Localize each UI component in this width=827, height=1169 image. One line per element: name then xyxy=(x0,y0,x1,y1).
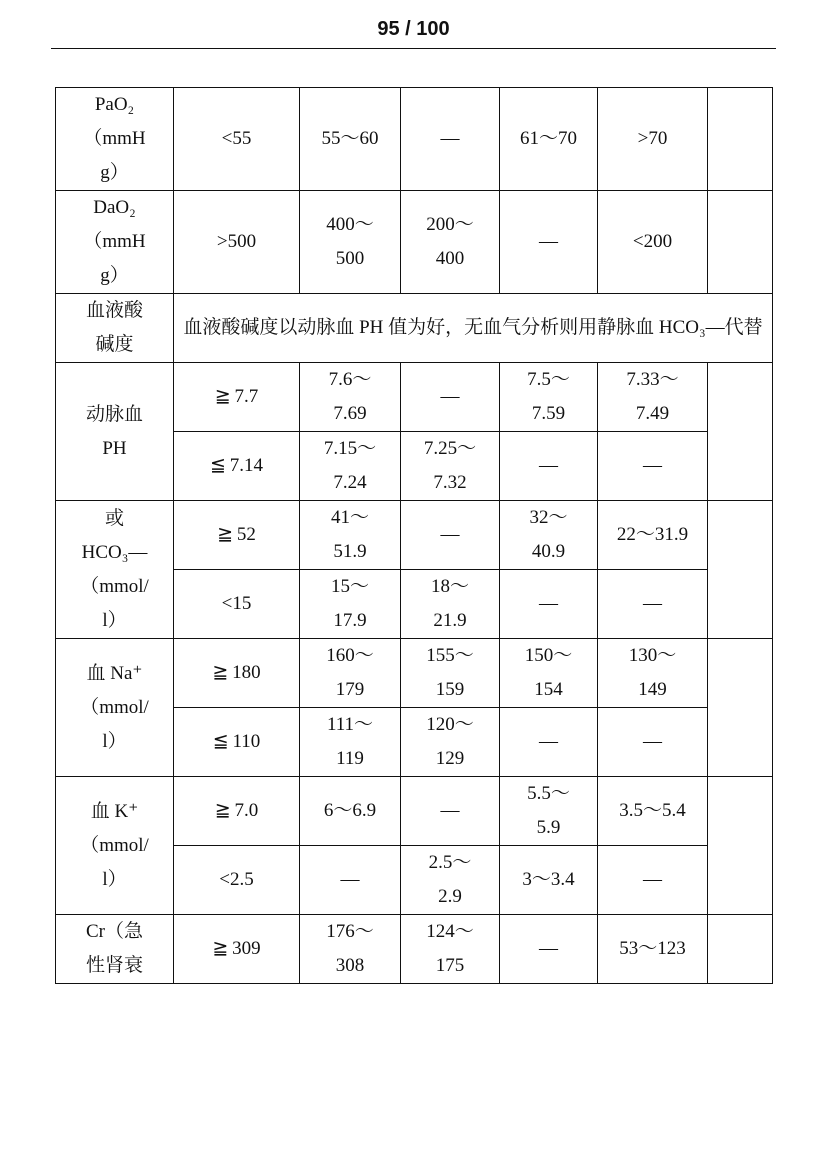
table-cell: <200 xyxy=(598,191,708,294)
empty-cell xyxy=(708,915,773,984)
label-line: PH xyxy=(102,437,127,459)
label-line: 碱度 xyxy=(95,334,134,355)
empty-cell xyxy=(708,88,773,191)
empty-cell xyxy=(708,639,773,777)
table-cell: 32～ 40.9 xyxy=(500,501,598,570)
table-cell: 55～60 xyxy=(300,88,401,191)
label-line: （mmH xyxy=(83,128,146,149)
row-label-ph xyxy=(56,363,174,501)
table-cell: 7.5～ 7.59 xyxy=(500,363,598,432)
row-label-acid-base xyxy=(56,294,174,363)
table-cell: 120～ 129 xyxy=(401,708,500,777)
table-cell: 53～123 xyxy=(598,915,708,984)
table-cell: <55 xyxy=(174,88,300,191)
label-line: 血 Na⁺ xyxy=(86,662,143,684)
table-cell: 6～6.9 xyxy=(300,777,401,846)
table-row-ph-high xyxy=(56,363,773,432)
table-cell: <2.5 xyxy=(174,846,300,915)
table-cell: ≦ 7.14 xyxy=(174,432,300,501)
table-cell: ≧ 7.0 xyxy=(174,777,300,846)
table-cell: 124～ 175 xyxy=(401,915,500,984)
row-label-hco3 xyxy=(56,501,174,639)
label-line: （mmol/ xyxy=(80,575,149,597)
table-cell: 200～ 400 xyxy=(401,191,500,294)
empty-cell xyxy=(708,777,773,915)
table-cell: — xyxy=(598,432,708,501)
label-line: 性肾衰 xyxy=(85,955,143,976)
clinical-scoring-table xyxy=(55,87,773,984)
table-cell: >500 xyxy=(174,191,300,294)
label-line: 或 xyxy=(104,507,124,529)
table-cell: 2.5～ 2.9 xyxy=(401,846,500,915)
table-cell: 22～31.9 xyxy=(598,501,708,570)
table-row-hco3-high xyxy=(56,501,773,570)
table-cell: — xyxy=(401,501,500,570)
table-cell: ≧ 180 xyxy=(174,639,300,708)
label-line: PaO₂ xyxy=(94,94,135,115)
table-cell: 155～ 159 xyxy=(401,639,500,708)
label-line: 血 K⁺ xyxy=(90,800,139,822)
table-cell: — xyxy=(401,777,500,846)
table-cell: — xyxy=(500,915,598,984)
table-cell: — xyxy=(598,846,708,915)
table-cell: 3～3.4 xyxy=(500,846,598,915)
table-cell: 3.5～5.4 xyxy=(598,777,708,846)
table-row-pao2 xyxy=(56,88,773,191)
table-cell: 7.33～ 7.49 xyxy=(598,363,708,432)
empty-cell xyxy=(708,191,773,294)
acid-base-note: 血液酸碱度以动脉血 PH 值为好，无血气分析则用静脉血 HCO₃—代替 xyxy=(174,294,773,363)
table-cell: — xyxy=(401,88,500,191)
table-cell: <15 xyxy=(174,570,300,639)
label-line: l） xyxy=(102,609,127,631)
label-line: Cr（急 xyxy=(85,921,143,942)
table-cell: 130～ 149 xyxy=(598,639,708,708)
label-line: （mmH xyxy=(83,231,146,252)
table-cell: 7.6～ 7.69 xyxy=(300,363,401,432)
table-cell: 7.25～ 7.32 xyxy=(401,432,500,501)
label-line: l） xyxy=(102,868,127,890)
label-line: （mmol/ xyxy=(80,696,149,718)
table-cell: 15～ 17.9 xyxy=(300,570,401,639)
row-label-dao2 xyxy=(56,191,174,294)
row-label-k xyxy=(56,777,174,915)
table-cell: — xyxy=(401,363,500,432)
table-row-cr xyxy=(56,915,773,984)
label-line: （mmol/ xyxy=(80,834,149,856)
table-cell: 160～ 179 xyxy=(300,639,401,708)
empty-cell xyxy=(708,501,773,639)
table-cell: — xyxy=(500,708,598,777)
table-cell: >70 xyxy=(598,88,708,191)
label-line: DaO₂ xyxy=(93,197,136,218)
table-cell: 7.15～ 7.24 xyxy=(300,432,401,501)
table-cell: — xyxy=(598,708,708,777)
table-cell: 150～ 154 xyxy=(500,639,598,708)
header-rule xyxy=(51,48,776,49)
label-line: g） xyxy=(100,265,129,286)
row-label-cr xyxy=(56,915,174,984)
table-cell: — xyxy=(500,432,598,501)
label-line: l） xyxy=(102,730,127,752)
table-cell: 61～70 xyxy=(500,88,598,191)
table-cell: — xyxy=(500,570,598,639)
table-cell: 18～ 21.9 xyxy=(401,570,500,639)
table-cell: — xyxy=(300,846,401,915)
page-number: 95 / 100 xyxy=(377,18,450,40)
table-cell: ≧ 309 xyxy=(174,915,300,984)
table-row-dao2 xyxy=(56,191,773,294)
table-cell: — xyxy=(598,570,708,639)
table-cell: ≦ 110 xyxy=(174,708,300,777)
table-cell: 176～ 308 xyxy=(300,915,401,984)
label-line: 动脉血 xyxy=(85,403,143,425)
table-cell: ≧ 7.7 xyxy=(174,363,300,432)
label-line: g） xyxy=(100,162,129,183)
label-line: 血液酸 xyxy=(85,300,143,321)
row-label-pao2 xyxy=(56,88,174,191)
empty-cell xyxy=(708,363,773,501)
table-cell: 41～ 51.9 xyxy=(300,501,401,570)
table-cell: 5.5～ 5.9 xyxy=(500,777,598,846)
row-label-na xyxy=(56,639,174,777)
table-row-na-high xyxy=(56,639,773,708)
table-cell: ≧ 52 xyxy=(174,501,300,570)
table-row-k-high xyxy=(56,777,773,846)
table-cell: — xyxy=(500,191,598,294)
table-cell: 400～ 500 xyxy=(300,191,401,294)
table-cell: 111～ 119 xyxy=(300,708,401,777)
table-row-acid-base xyxy=(56,294,773,363)
label-line: HCO₃— xyxy=(81,541,148,563)
